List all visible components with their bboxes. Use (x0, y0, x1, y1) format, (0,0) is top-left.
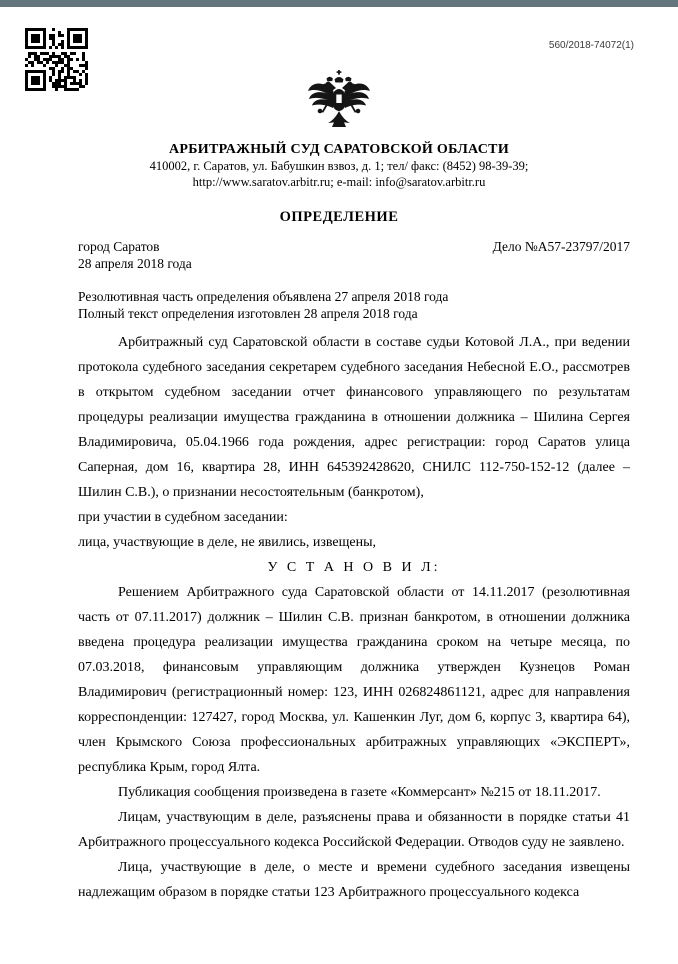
court-contacts: http://www.saratov.arbitr.ru; e-mail: info@saratov.arbitr.ru (192, 175, 486, 189)
top-window-bar (0, 0, 678, 7)
court-header (0, 142, 678, 189)
document-body (78, 330, 630, 905)
announcement-dates (78, 288, 630, 322)
body-paragraph-3: Лицам, участвующим в деле, разъяснены права и обязанности в порядке статьи 41 Арбитражного процессуального кодекса Российской Федерации. Отводов суду не заявлено. (78, 810, 630, 850)
document-type-title: ОПРЕДЕЛЕНИЕ (279, 209, 399, 225)
intro-paragraph: Арбитражный суд Саратовской области в составе судьи Котовой Л.А., при ведении протокола судебного заседания секретарем судебного заседания Небесной Е.О., рассмотрев в открытом судебном заседании отчет финансового управляющего по результатам процедуры реализации имущества гражданина в отношении должника – Шилина Сергея Владимировича, 05.04.1966 года рождения, адрес регистрации: город Саратов улица Саперная, дом 16, квартира 28, ИНН 645392428620, СНИЛС 112-750-152-12 (далее – Шилин С.В.), о признании несостоятельным (банкротом), (78, 335, 630, 500)
russia-coat-of-arms-icon (307, 70, 371, 130)
qr-code-icon (25, 28, 88, 91)
date-line: 28 апреля 2018 года (78, 256, 192, 271)
court-name: АРБИТРАЖНЫЙ СУД САРАТОВСКОЙ ОБЛАСТИ (168, 142, 510, 157)
attendance-absent-line: лица, участвующие в деле, не явились, извещены, (78, 535, 376, 550)
ustanovil-heading: У С Т А Н О В И Л: (267, 560, 441, 575)
city-line: город Саратов (78, 239, 160, 254)
resolutive-part-line: Резолютивная часть определения объявлена 27 апреля 2018 года (78, 289, 449, 304)
case-info-row (78, 238, 630, 272)
full-text-line: Полный текст определения изготовлен 28 апреля 2018 года (78, 306, 418, 321)
court-address: 410002, г. Саратов, ул. Бабушкин взвоз, д. 1; тел/ факс: (8452) 98-39-39; (149, 159, 529, 173)
body-paragraph-4: Лица, участвующие в деле, о месте и времени судебного заседания извещены надлежащим образом в порядке статьи 123 Арбитражного процессуального кодекса (78, 860, 630, 900)
case-number: Дело №А57-23797/2017 (492, 239, 630, 254)
attendance-intro-line: при участии в судебном заседании: (78, 510, 288, 525)
body-paragraph-2: Публикация сообщения произведена в газете «Коммерсант» №215 от 18.11.2017. (118, 785, 601, 800)
place-and-date (78, 238, 192, 272)
body-paragraph-1: Решением Арбитражного суда Саратовской области от 14.11.2017 (резолютивная часть от 07.11.2017) должник – Шилин С.В. признан банкротом, в отношении должника введена процедура реализации имущества гражданина сроком на четыре месяца, по 07.03.2018, финансовым управляющим должника утвержден Кузнецов Роман Владимирович (регистрационный номер: 123, ИНН 026824861121, адрес для направления корреспонденции: 127427, город Москва, ул. Кашенкин Луг, дом 6, корпус 3, квартира 64), член Крымского Союза профессиональных арбитражных управляющих «ЭКСПЕРТ», республика Крым, город Ялта. (78, 585, 630, 775)
document-registry-number: 560/2018-74072(1) (548, 40, 634, 51)
